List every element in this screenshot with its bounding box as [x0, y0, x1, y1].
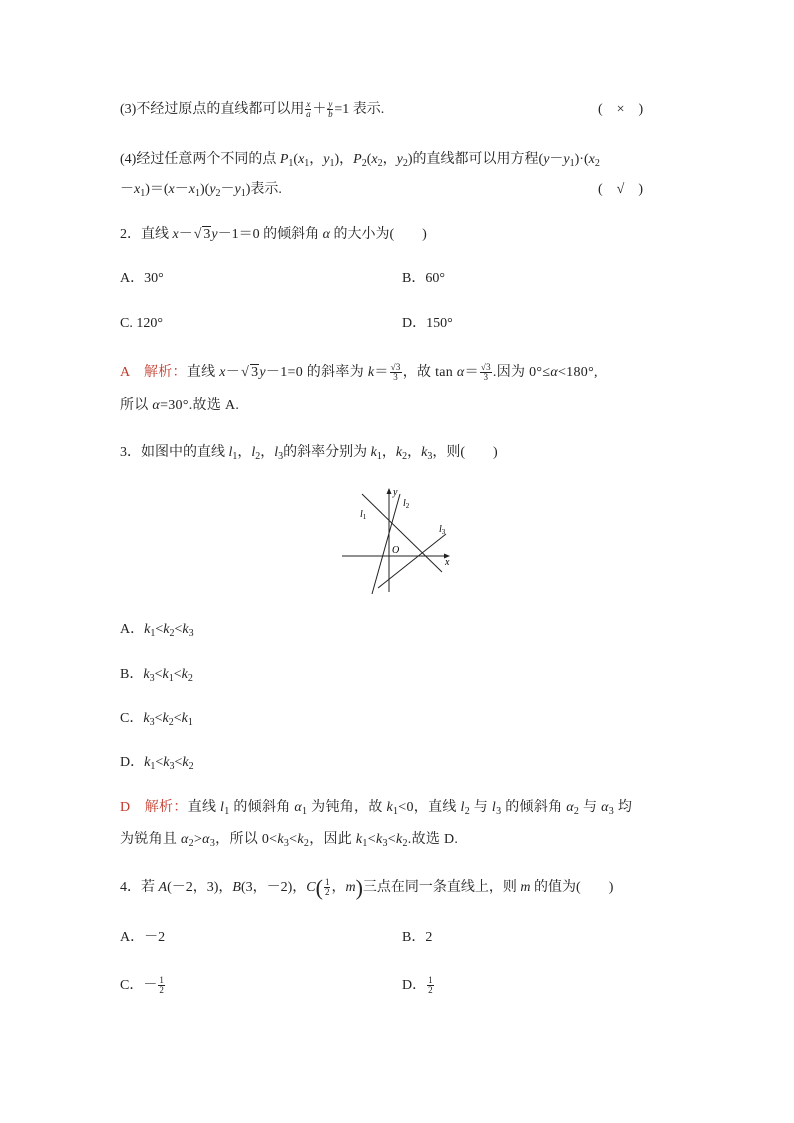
q3-a11: ，因此 — [309, 832, 356, 847]
q1-item-4-line2: $-x_1)=(x-x_1)(y_2-y_1)$表示. — [120, 182, 282, 199]
y-axis-arrow-icon — [387, 488, 392, 494]
q3-a9: 为锐角且 — [120, 832, 181, 847]
q2-a2: =0 的斜率为 — [287, 365, 368, 380]
label-x: x — [445, 557, 450, 568]
q3-option-a[interactable]: A．$k_1<k_2<k_3$ — [120, 622, 194, 639]
q3-a12: .故选 D. — [407, 832, 459, 847]
q3-stem-b: 的斜率分别为 — [283, 445, 371, 460]
q3-a2: 的倾斜角 — [229, 800, 295, 815]
q2-stem-prefix: 2．直线 — [120, 227, 173, 242]
q1-3-answer-mark: ( × ) — [598, 102, 644, 117]
q3-a5: 与 — [470, 800, 492, 815]
q3-a6: 的倾斜角 — [501, 800, 567, 815]
q1-item-3: (3)不经过原点的直线都可以用 $\frac{x}{a}$ ＋ $\frac{y}{b}$ =1 表示. — [120, 99, 385, 120]
q2-a5: <180°, — [557, 365, 598, 380]
q2-analysis-label: 解析： — [143, 365, 187, 380]
q2-a3: ，故 tan — [402, 365, 457, 380]
q4-stem-a: 4．若 — [120, 880, 159, 895]
q2-stem-suffix: ＝0 的倾斜角 — [238, 227, 323, 242]
q3-option-b-label: B． — [120, 667, 144, 682]
q3-option-a-label: A． — [120, 622, 145, 637]
q1-4-answer-mark: ( √ ) — [598, 182, 644, 197]
q3-stem: 3．如图中的直线 $l_1$，$l_2$，$l_3$的斜率分别为 $k_1$，$k_2$，$k_3$，则( ) — [120, 445, 498, 462]
fraction-y-over-b: $\frac{y}{b}$ — [328, 99, 333, 120]
q4-stem: 4．若 A(－2，3)，B(3，－2)，C( $\frac{1}{2}$ ，m)三点在同一条直线上，则 m 的值为( ) — [120, 875, 614, 900]
q4-stem-c: 的值为( ) — [530, 880, 614, 895]
q3-a1: 直线 — [187, 800, 221, 815]
label-l2: $l_2$ — [403, 498, 410, 510]
q3-analysis-line2: 为锐角且 $\alpha_2>\alpha_3$，所以 $0<k_3<k_2$，因此 $k_1<k_3<k_2$.故选 D. — [120, 832, 459, 849]
fraction-one-half: $\frac{1}{2}$ — [324, 877, 330, 898]
q3-a3: 为钝角，故 — [307, 800, 387, 815]
q2-option-d[interactable]: D．150° — [402, 316, 453, 331]
q3-option-d[interactable]: D．$k_1<k_3<k_2$ — [120, 755, 194, 772]
q3-analysis-line1: D 解析：直线 $l_1$ 的倾斜角 $\alpha_1$ 为钝角，故 $k_1<0$，直线 $l_2$ 与 $l_3$ 的倾斜角 $\alpha_2$ 与 $\alpha_3$ 均 — [120, 800, 633, 817]
q4-option-d[interactable] — [402, 976, 435, 996]
q2-analysis-line2: 所以 α=30°.故选 A. — [120, 398, 240, 413]
q2-stem-tail: 的大小为( ) — [329, 227, 427, 242]
q1-4-tail: 表示. — [250, 182, 282, 197]
q2-answer: A — [120, 365, 130, 380]
line-l2 — [372, 494, 400, 594]
q2-option-c[interactable]: C. 120° — [120, 316, 163, 331]
q3-option-c[interactable]: C．$k_3<k_2<k_1$ — [120, 711, 193, 728]
q4-option-b[interactable]: B．2 — [402, 930, 433, 945]
q3-option-d-label: D． — [120, 755, 145, 770]
fraction-sqrt3-over-3: $\frac{√3}{3}$ — [390, 362, 401, 383]
q3-answer: D — [120, 800, 131, 815]
q3-option-c-label: C． — [120, 711, 144, 726]
q4-option-c[interactable] — [120, 976, 166, 996]
q3-a7: 与 — [579, 800, 602, 815]
q2-a7: =30°.故选 A. — [160, 398, 240, 413]
q1-item-4-line1: (4)经过任意两个不同的点 $P_1(x_1$，$y_1$)，$P_2(x_2$，$y_2$)的直线都可以用方程$(y-y_1)\cdot(x_2$ — [120, 152, 600, 169]
fraction-x-over-a: $\frac{x}{a}$ — [306, 99, 311, 120]
q1-3-suffix: =1 表示. — [334, 102, 385, 117]
label-l3: $l_3$ — [439, 524, 446, 536]
q3-stem-a: 3．如图中的直线 — [120, 445, 229, 460]
q1-3-prefix: (3)不经过原点的直线都可以用 — [120, 102, 305, 117]
q2-option-b[interactable]: B．60° — [402, 271, 445, 286]
fraction-one-half-c: $\frac{1}{2}$ — [159, 975, 164, 996]
q1-4-mid: 的直线都可以用方程 — [412, 152, 539, 167]
q3-analysis-label: 解析： — [144, 800, 188, 815]
fraction-sqrt3-over-3-b: $\frac{√3}{3}$ — [480, 362, 491, 383]
line-l1 — [362, 494, 442, 572]
q2-a4: .因为 0°≤ — [492, 365, 551, 380]
q2-a6: 所以 — [120, 398, 153, 413]
q3-a8: 均 — [614, 800, 633, 815]
q2-a1: 直线 — [186, 365, 220, 380]
q4-option-d-label: D． — [402, 978, 427, 993]
q3-a10: ，所以 0< — [215, 832, 278, 847]
q3-stem-c: ，则( ) — [432, 445, 498, 460]
q4-option-c-label: C．－ — [120, 978, 158, 993]
q4-stem-b: 三点在同一条直线上，则 — [362, 880, 521, 895]
q2-option-a[interactable]: A．30° — [120, 271, 164, 286]
q2-analysis-line1: A 解析：直线 x－√ 3y－1=0 的斜率为 k＝ $\frac{√3}{3}$ ，故 tan α＝ $\frac{√3}{3}$ .因为 0°≤α<180°, — [120, 362, 598, 383]
q1-4-prefix: (4)经过任意两个不同的点 — [120, 152, 280, 167]
label-l1: $l_1$ — [360, 509, 367, 521]
label-y: y — [393, 487, 398, 498]
q4-option-a[interactable]: A．－2 — [120, 930, 166, 945]
q3-option-b[interactable]: B．$k_3<k_1<k_2$ — [120, 667, 193, 684]
label-origin: O — [392, 545, 400, 556]
q2-stem: 2．直线 x－√ 3y－1＝0 的倾斜角 α 的大小为( ) — [120, 227, 427, 242]
fraction-one-half-d: $\frac{1}{2}$ — [428, 975, 433, 996]
q3-a4: <0，直线 — [398, 800, 461, 815]
q3-figure-lines — [338, 482, 458, 597]
